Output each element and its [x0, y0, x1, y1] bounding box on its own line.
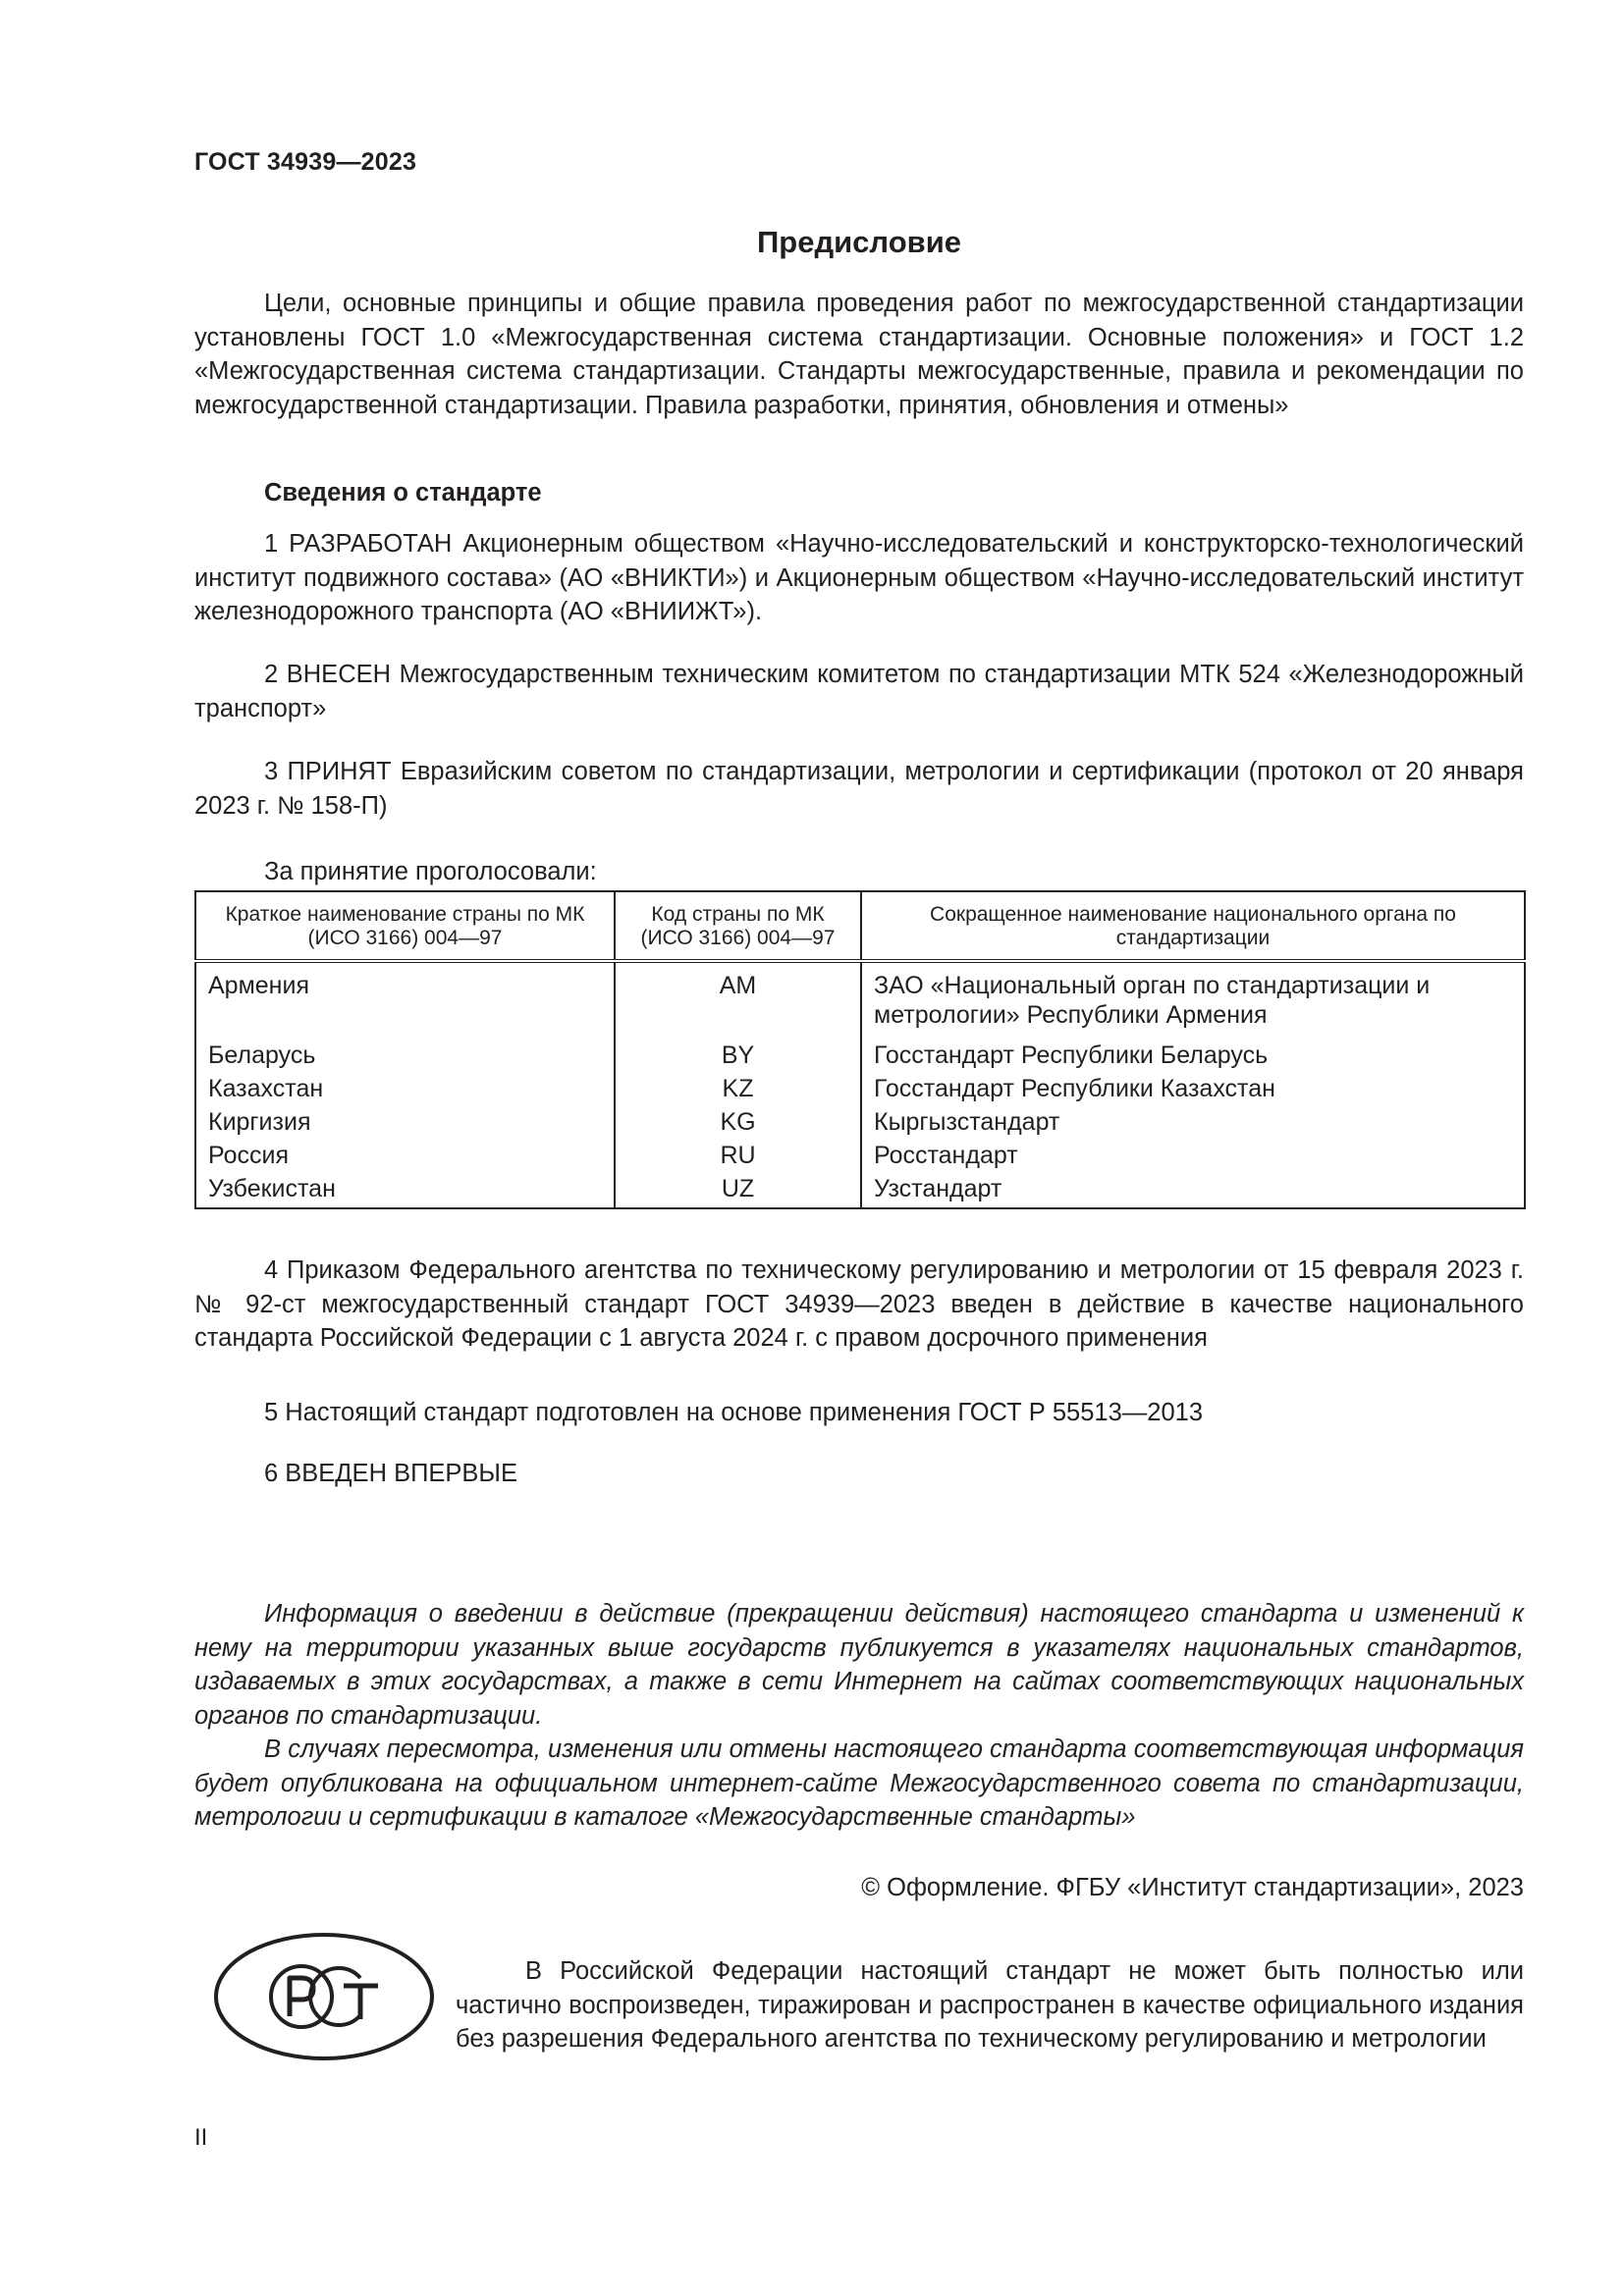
- header-country-name: Краткое наименование страны по МК (ИСО 3166) 004—97: [195, 891, 615, 961]
- vote-caption: За принятие проголосовали:: [264, 858, 597, 885]
- country-name: Узбекистан: [195, 1170, 615, 1208]
- table-row: [195, 1170, 1525, 1208]
- table-header-row: [195, 891, 1525, 961]
- document-code-header: ГОСТ 34939—2023: [194, 148, 417, 176]
- country-name: Беларусь: [195, 1030, 615, 1070]
- country-code: BY: [615, 1030, 861, 1070]
- national-body: ЗАО «Национальный орган по стандартизации и метрологии» Республики Армения: [874, 972, 1431, 1029]
- item-6-first-introduced: 6 ВВЕДЕН ВПЕРВЫЕ: [264, 1460, 518, 1487]
- table-row: [195, 961, 1525, 1030]
- item-2-block: [194, 658, 1524, 725]
- foreword-intro: Цели, основные принципы и общие правила проведения работ по межгосударственной стандартизации установлены ГОСТ 1.0 «Межгосударственная система стандартизации. Основные положения» и ГОСТ 1.2 «Межгосударственная система стандартизации. Стандарты межгосударственные, правила и рекомендации по межгосударственной стандартизации. Правила разработки, принятия, обновления и отмены»: [194, 290, 1524, 419]
- rst-certification-mark-icon: [211, 1929, 437, 2064]
- country-name: Казахстан: [195, 1070, 615, 1103]
- copyright-line: © Оформление. ФГБУ «Институт стандартизации», 2023: [861, 1874, 1524, 1901]
- notice-block: [194, 1597, 1524, 1835]
- country-code: KZ: [615, 1070, 861, 1103]
- national-body: Кыргызстандарт: [874, 1108, 1060, 1136]
- country-name: Киргизия: [195, 1103, 615, 1137]
- national-body: Госстандарт Республики Казахстан: [874, 1075, 1275, 1102]
- header-national-body: Сокращенное наименование национального органа по стандартизации: [861, 891, 1525, 961]
- country-name: Армения: [195, 961, 615, 1030]
- voting-countries-table: [194, 890, 1526, 1209]
- country-code: RU: [615, 1137, 861, 1170]
- country-code: AM: [615, 961, 861, 1030]
- country-code: KG: [615, 1103, 861, 1137]
- item-1-developed: 1 РАЗРАБОТАН Акционерным обществом «Научно-исследовательский и конструкторско-технологический институт подвижного состава» (АО «ВНИКТИ») и Акционерным обществом «Научно-исследовательский институт железнодорожного транспорта (АО «ВНИИЖТ»).: [194, 530, 1524, 625]
- table-row: [195, 1070, 1525, 1103]
- table-row: [195, 1137, 1525, 1170]
- foreword-intro-block: [194, 287, 1524, 422]
- standard-info-subtitle: Сведения о стандарте: [264, 479, 542, 507]
- country-name: Россия: [195, 1137, 615, 1170]
- item-1-block: [194, 527, 1524, 629]
- item-4-block: [194, 1254, 1524, 1356]
- table-row: [195, 1103, 1525, 1137]
- foreword-title: Предисловие: [756, 225, 961, 259]
- country-code: UZ: [615, 1170, 861, 1208]
- rights-notice: В Российской Федерации настоящий стандарт не может быть полностью или частично воспроизведен, тиражирован и распространен в качестве официального издания без разрешения Федерального агентства по техническому регулированию и метрологии: [456, 1957, 1524, 2053]
- item-3-adopted: 3 ПРИНЯТ Евразийским советом по стандартизации, метрологии и сертификации (протокол от 20 января 2023 г. № 158-П): [194, 758, 1524, 820]
- header-country-code: Код страны по МК (ИСО 3166) 004—97: [615, 891, 861, 961]
- notice-paragraph-2: В случаях пересмотра, изменения или отмены настоящего стандарта соответствующая информация будет опубликована на официальном интернет-сайте Межгосударственного совета по стандартизации, метрологии и сертификации в каталоге «Межгосударственные стандарты»: [194, 1735, 1524, 1831]
- national-body: Госстандарт Республики Беларусь: [874, 1041, 1269, 1069]
- item-3-block: [194, 755, 1524, 823]
- item-4-order: 4 Приказом Федерального агентства по техническому регулированию и метрологии от 15 февраля 2023 г. № 92-ст межгосударственный стандарт ГОСТ 34939—2023 введен в действие в качестве национального стандарта Российской Федерации с 1 августа 2024 г. с правом досрочного применения: [194, 1256, 1524, 1352]
- table-row: [195, 1030, 1525, 1070]
- national-body: Росстандарт: [874, 1142, 1018, 1169]
- item-2-submitted: 2 ВНЕСЕН Межгосударственным техническим комитетом по стандартизации МТК 524 «Железнодорожный транспорт»: [194, 661, 1524, 722]
- item-5-basis: 5 Настоящий стандарт подготовлен на основе применения ГОСТ Р 55513—2013: [264, 1399, 1204, 1426]
- page-number: II: [194, 2124, 208, 2151]
- rights-notice-block: [456, 1954, 1524, 2056]
- notice-paragraph-1: Информация о введении в действие (прекращении действия) настоящего стандарта и изменений к нему на территории указанных выше государств публикуется в указателях национальных стандартов, издаваемых в этих государствах, а также в сети Интернет на сайтах соответствующих национальных органов по стандартизации.: [194, 1600, 1524, 1730]
- national-body: Узстандарт: [874, 1175, 1002, 1202]
